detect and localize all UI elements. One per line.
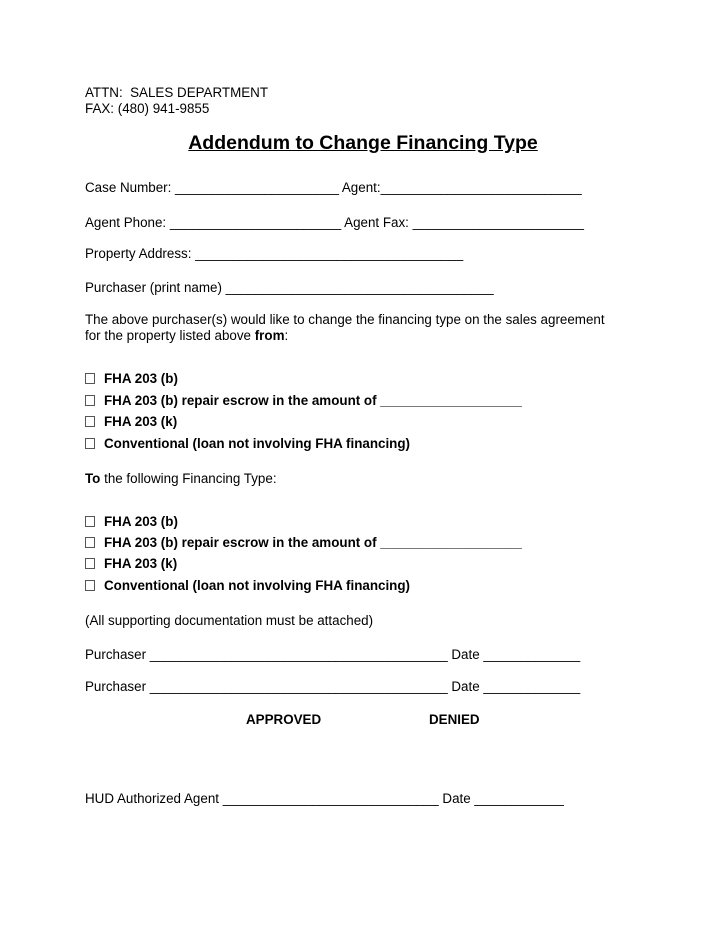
phone-fax-field[interactable]: Agent Phone: _______________________ Agent Fax: _______________________ [85, 215, 584, 230]
denied-label[interactable]: DENIED [429, 712, 480, 727]
to-option-fha-203b-escrow[interactable]: FHA 203 (b) repair escrow in the amount of ___________________ [85, 535, 522, 551]
checkbox-icon[interactable] [85, 580, 95, 591]
intro-line-2: for the property listed above from: [85, 328, 289, 343]
approved-label[interactable]: APPROVED [246, 712, 322, 727]
checkbox-icon[interactable] [85, 395, 95, 406]
case-agent-field[interactable]: Case Number: ______________________ Agent:___________________________ [85, 180, 582, 195]
documentation-note: (All supporting documentation must be attached) [85, 613, 374, 628]
checkbox-icon[interactable] [85, 558, 95, 569]
checkbox-icon[interactable] [85, 516, 95, 527]
purchaser-signature-1[interactable]: Purchaser ________________________________________ Date _____________ [85, 647, 581, 662]
purchaser-print-field[interactable]: Purchaser (print name) ____________________________________ [85, 280, 494, 295]
page-title: Addendum to Change Financing Type [188, 132, 538, 154]
from-option-fha-203b[interactable]: FHA 203 (b) [85, 371, 178, 387]
checkbox-icon[interactable] [85, 416, 95, 427]
intro-line-1: The above purchaser(s) would like to change the financing type on the sales agreement [85, 312, 605, 327]
from-option-fha-203b-escrow[interactable]: FHA 203 (b) repair escrow in the amount of ___________________ [85, 393, 522, 409]
checkbox-icon[interactable] [85, 438, 95, 449]
to-option-fha-203b[interactable]: FHA 203 (b) [85, 514, 178, 530]
purchaser-signature-2[interactable]: Purchaser ________________________________________ Date _____________ [85, 679, 581, 694]
fax-line: FAX: (480) 941-9855 [85, 101, 210, 116]
from-option-fha-203k[interactable]: FHA 203 (k) [85, 414, 177, 430]
hud-agent-signature[interactable]: HUD Authorized Agent _____________________________ Date ____________ [85, 791, 564, 806]
to-option-fha-203k[interactable]: FHA 203 (k) [85, 556, 177, 572]
property-address-field[interactable]: Property Address: ____________________________________ [85, 246, 464, 261]
to-heading: To the following Financing Type: [85, 471, 277, 486]
attn-line: ATTN: SALES DEPARTMENT [85, 85, 269, 100]
to-option-conventional[interactable]: Conventional (loan not involving FHA financing) [85, 578, 410, 594]
from-option-conventional[interactable]: Conventional (loan not involving FHA financing) [85, 436, 410, 452]
checkbox-icon[interactable] [85, 373, 95, 384]
checkbox-icon[interactable] [85, 537, 95, 548]
